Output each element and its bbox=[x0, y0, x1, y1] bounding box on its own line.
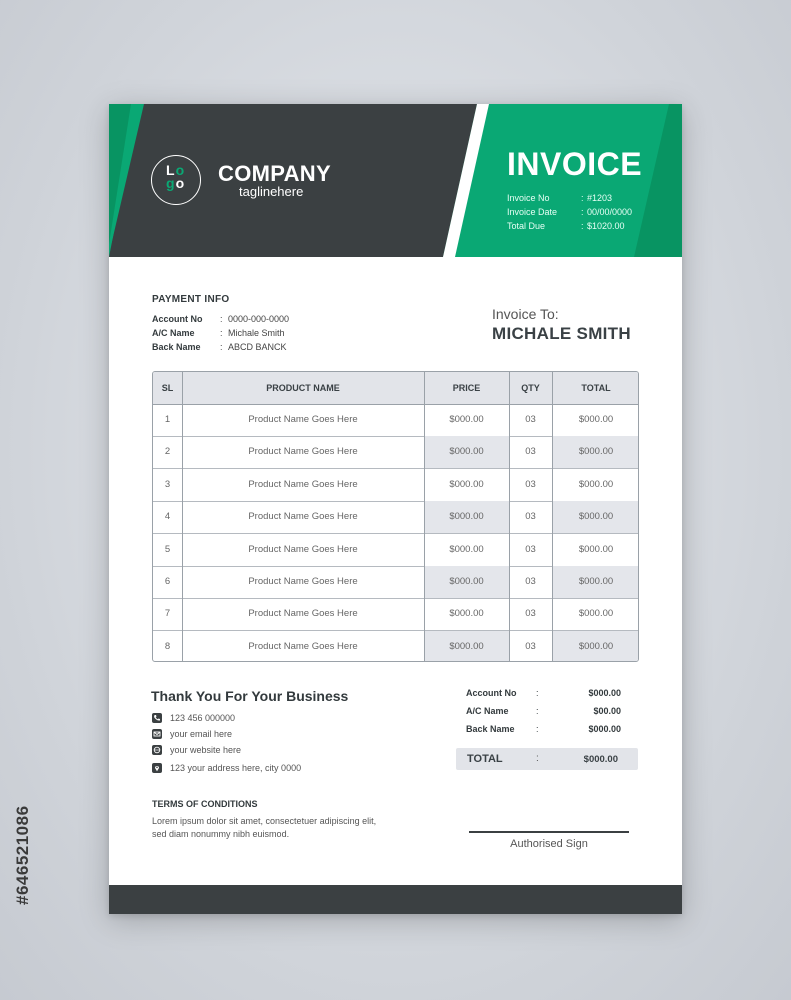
summary-separator: : bbox=[536, 706, 539, 716]
table-row bbox=[153, 404, 639, 437]
logo-mark bbox=[151, 155, 201, 205]
table-cell-qty: 03 bbox=[525, 511, 536, 523]
summary-separator: : bbox=[536, 688, 539, 698]
payment-value: ABCD BANCK bbox=[228, 342, 287, 352]
table-cell-price: $000.00 bbox=[449, 608, 484, 620]
logo-letter: o bbox=[175, 175, 186, 191]
column-divider bbox=[424, 372, 425, 662]
table-cell-total: $000.00 bbox=[578, 608, 614, 620]
invoice-header bbox=[109, 104, 682, 257]
payment-separator: : bbox=[220, 328, 223, 338]
invoice-page bbox=[109, 104, 682, 914]
email-icon bbox=[152, 729, 162, 739]
table-cell-qty: 03 bbox=[525, 478, 536, 490]
table-cell-total: $000.00 bbox=[578, 478, 614, 490]
meta-value: #1203 bbox=[587, 193, 613, 203]
meta-separator: : bbox=[581, 221, 584, 231]
column-divider bbox=[509, 372, 510, 662]
product-table bbox=[152, 371, 639, 662]
table-row bbox=[153, 631, 639, 662]
table-row bbox=[153, 469, 639, 502]
terms-title: TERMS OF CONDITIONS bbox=[152, 799, 258, 809]
total-label: TOTAL bbox=[467, 753, 503, 765]
contact-text: 123 your address here, city 0000 bbox=[170, 763, 302, 773]
table-cell-total: $000.00 bbox=[552, 631, 639, 662]
invoice-to-label: Invoice To: bbox=[492, 306, 559, 322]
payment-separator: : bbox=[220, 314, 223, 324]
column-header: TOTAL bbox=[581, 383, 611, 393]
table-cell-qty: 03 bbox=[525, 543, 536, 555]
table-row bbox=[153, 501, 639, 534]
column-header: PRICE bbox=[452, 383, 481, 393]
table-cell-price: $000.00 bbox=[424, 501, 509, 533]
table-cell-sl: 2 bbox=[164, 446, 171, 458]
thanks-heading: Thank You For Your Business bbox=[151, 688, 349, 704]
summary-label: A/C Name bbox=[466, 706, 509, 716]
contact-text: 123 456 000000 bbox=[170, 713, 236, 723]
logo-letter: g bbox=[166, 175, 176, 191]
invoice-to-name: MICHALE SMITH bbox=[492, 324, 631, 343]
payment-separator: : bbox=[220, 342, 223, 352]
table-cell-sl: 1 bbox=[164, 414, 171, 425]
meta-value: 00/00/0000 bbox=[587, 207, 633, 217]
grand-total-box bbox=[456, 748, 638, 770]
table-cell-total: $000.00 bbox=[552, 566, 639, 598]
table-cell-total: $000.00 bbox=[578, 543, 614, 555]
summary-value: $000.00 bbox=[588, 688, 621, 698]
stock-id-text: #646521086 bbox=[13, 805, 32, 905]
table-cell-qty: 03 bbox=[525, 576, 536, 587]
signature-line bbox=[469, 831, 629, 833]
location-icon bbox=[152, 763, 162, 773]
summary-row bbox=[466, 688, 621, 702]
summary-label: Account No bbox=[466, 688, 517, 698]
payment-label: A/C Name bbox=[152, 328, 195, 338]
summary-value: $000.00 bbox=[588, 724, 621, 734]
payment-row bbox=[152, 328, 352, 340]
summary-separator: : bbox=[536, 724, 539, 734]
table-row bbox=[153, 534, 639, 567]
payment-label: Back Name bbox=[152, 342, 201, 352]
terms-body: Lorem ipsum dolor sit amet, consectetuer adipiscing elit, sed diam nonummy nibh euismod. bbox=[152, 816, 377, 839]
total-separator: : bbox=[536, 753, 539, 764]
table-cell-sl: 7 bbox=[164, 608, 171, 620]
logo-letter: o bbox=[175, 162, 186, 178]
meta-separator: : bbox=[581, 207, 584, 217]
table-cell-name: Product Name Goes Here bbox=[248, 446, 358, 458]
summary-value: $00.00 bbox=[593, 706, 621, 716]
column-divider bbox=[552, 372, 553, 662]
table-cell-name: Product Name Goes Here bbox=[248, 414, 358, 425]
table-row bbox=[153, 598, 639, 631]
column-divider bbox=[182, 372, 183, 662]
summary-row bbox=[466, 724, 621, 738]
table-cell-qty: 03 bbox=[525, 640, 536, 652]
payment-row bbox=[152, 342, 352, 354]
table-cell-sl: 5 bbox=[164, 543, 171, 555]
column-header: PRODUCT NAME bbox=[266, 383, 340, 393]
invoice-title: INVOICE bbox=[507, 146, 643, 182]
table-cell-sl: 8 bbox=[164, 640, 171, 652]
table-cell-name: Product Name Goes Here bbox=[248, 640, 358, 652]
table-cell-total: $000.00 bbox=[552, 436, 639, 468]
table-cell-qty: 03 bbox=[525, 414, 536, 425]
table-cell-sl: 4 bbox=[164, 511, 171, 523]
summary-label: Back Name bbox=[466, 724, 515, 734]
phone-icon bbox=[152, 713, 162, 723]
table-cell-total: $000.00 bbox=[552, 501, 639, 533]
column-header: SL bbox=[161, 383, 174, 393]
column-header: QTY bbox=[521, 383, 540, 393]
footer-bar bbox=[109, 885, 682, 914]
company-tagline: taglinehere bbox=[239, 184, 304, 199]
meta-label: Invoice Date bbox=[507, 207, 558, 217]
payment-row bbox=[152, 314, 352, 326]
globe-icon bbox=[152, 745, 162, 755]
total-value: $000.00 bbox=[583, 754, 618, 765]
table-cell-price: $000.00 bbox=[449, 478, 484, 490]
payment-value: 0000-000-0000 bbox=[228, 314, 290, 324]
table-cell-price: $000.00 bbox=[449, 543, 484, 555]
table-cell-price: $000.00 bbox=[449, 414, 484, 425]
meta-value: $1020.00 bbox=[587, 221, 625, 231]
table-cell-price: $000.00 bbox=[424, 566, 509, 598]
table-cell-sl: 3 bbox=[164, 478, 171, 490]
company-name: COMPANY bbox=[218, 161, 331, 186]
signature-label: Authorised Sign bbox=[510, 838, 588, 850]
table-cell-qty: 03 bbox=[525, 608, 536, 620]
payment-value: Michale Smith bbox=[228, 328, 285, 338]
table-cell-name: Product Name Goes Here bbox=[248, 543, 358, 555]
table-row bbox=[153, 436, 639, 469]
table-cell-price: $000.00 bbox=[424, 436, 509, 468]
stock-id-watermark bbox=[8, 760, 38, 910]
table-cell-price: $000.00 bbox=[424, 631, 509, 662]
table-row bbox=[153, 566, 639, 599]
table-cell-name: Product Name Goes Here bbox=[248, 608, 358, 620]
table-cell-name: Product Name Goes Here bbox=[248, 511, 358, 523]
meta-label: Invoice No bbox=[507, 193, 550, 203]
contact-text: your website here bbox=[170, 745, 242, 755]
meta-label: Total Due bbox=[507, 221, 546, 231]
table-header bbox=[153, 372, 639, 405]
contact-text: your email here bbox=[170, 729, 233, 739]
table-cell-qty: 03 bbox=[525, 446, 536, 458]
summary-row bbox=[466, 706, 621, 720]
payment-label: Account No bbox=[152, 314, 203, 324]
payment-info-title: PAYMENT INFO bbox=[152, 294, 230, 305]
table-cell-name: Product Name Goes Here bbox=[248, 576, 358, 587]
table-cell-sl: 6 bbox=[164, 576, 171, 587]
meta-separator: : bbox=[581, 193, 584, 203]
table-cell-name: Product Name Goes Here bbox=[248, 478, 358, 490]
table-cell-total: $000.00 bbox=[578, 414, 614, 425]
logo-letter: L bbox=[166, 162, 176, 178]
